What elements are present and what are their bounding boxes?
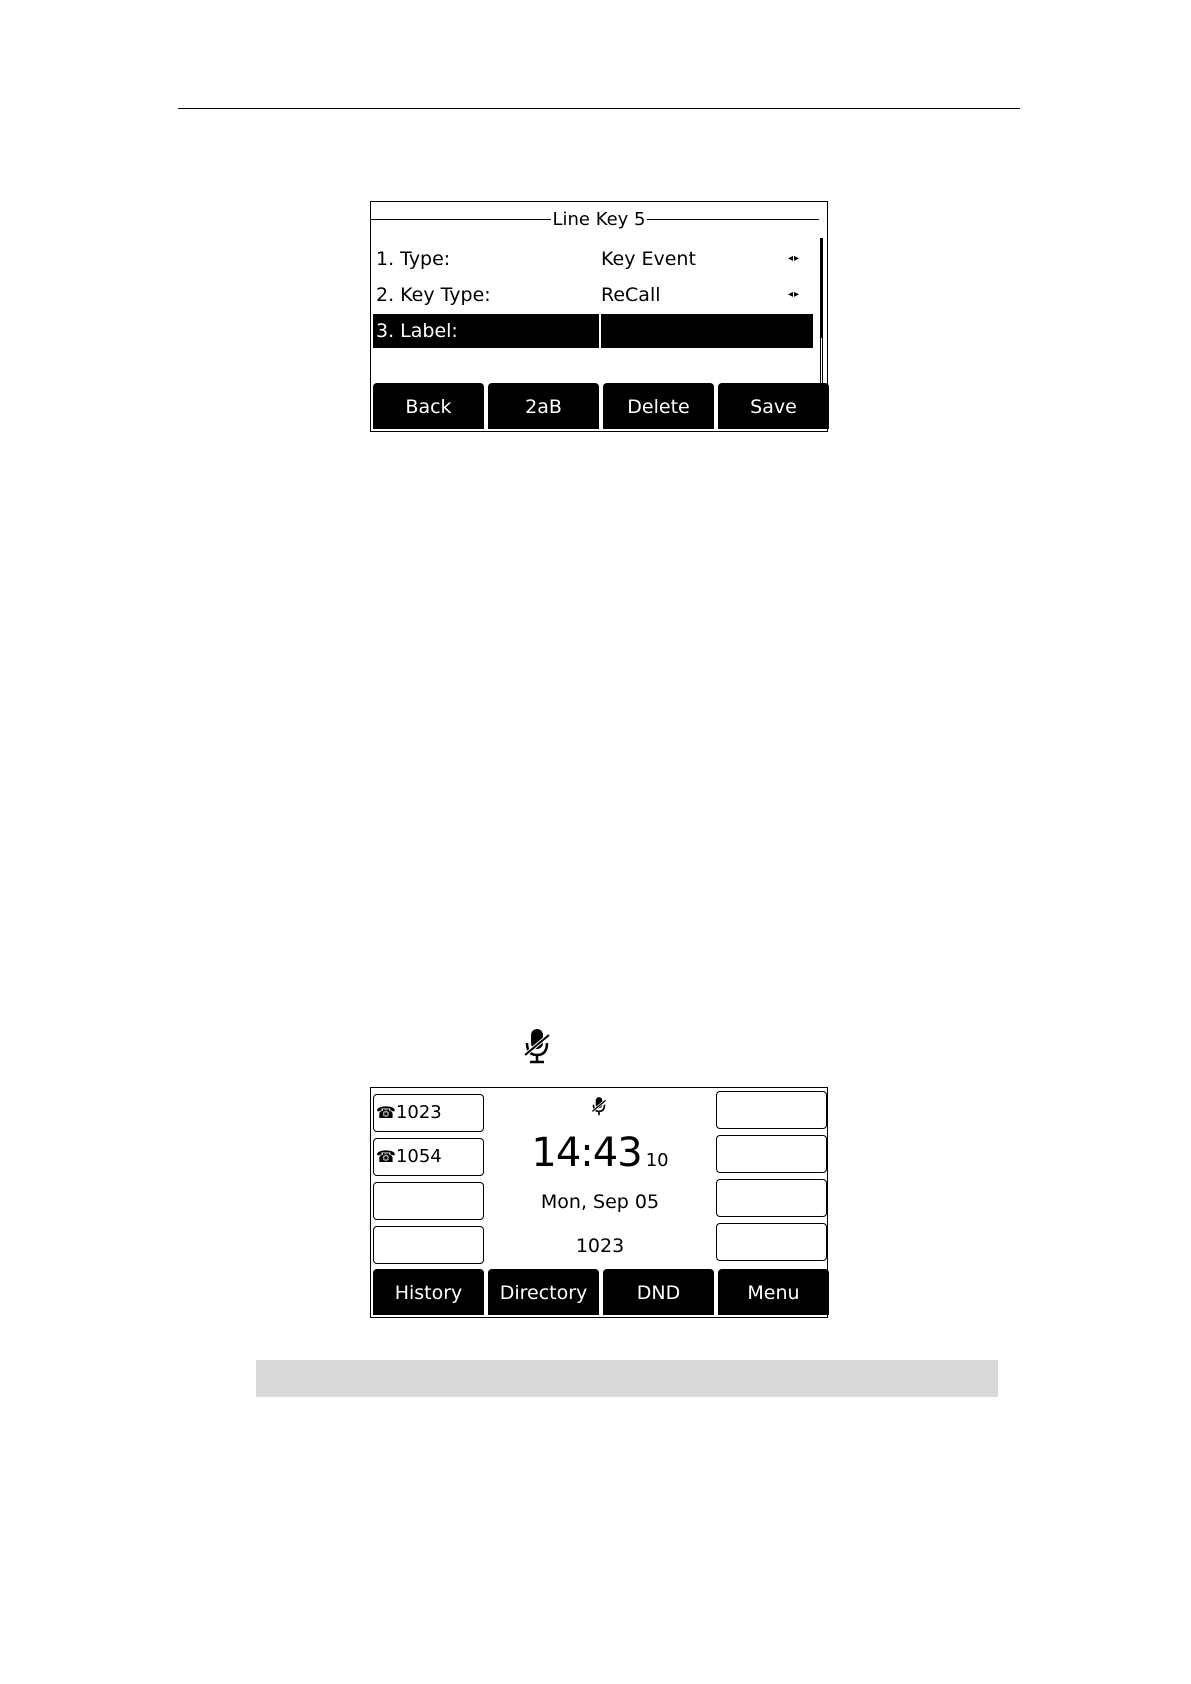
mute-microphone-icon	[589, 1096, 609, 1118]
setting-value: Key Event	[601, 248, 696, 270]
setting-row-key-type[interactable]	[373, 278, 813, 312]
delete-softkey[interactable]: Delete	[603, 383, 714, 429]
setting-row-type[interactable]	[373, 242, 813, 276]
header-rule	[178, 108, 1020, 109]
extension-display: 1023	[575, 1235, 625, 1257]
menu-softkey[interactable]: Menu	[718, 1269, 829, 1315]
clock	[489, 1130, 711, 1180]
line-key-4[interactable]	[373, 1226, 484, 1264]
idle-screen	[370, 1087, 828, 1318]
setting-label: 3. Label:	[376, 320, 458, 342]
line-key-10[interactable]	[716, 1223, 827, 1261]
mute-microphone-icon	[522, 1027, 552, 1067]
input-mode-softkey[interactable]: 2aB	[488, 383, 599, 429]
scrollbar-thumb[interactable]	[821, 238, 822, 338]
line-key-2[interactable]	[373, 1138, 484, 1176]
history-softkey[interactable]: History	[373, 1269, 484, 1315]
directory-softkey[interactable]: Directory	[488, 1269, 599, 1315]
screen-title-row	[371, 209, 827, 231]
scrollbar[interactable]	[820, 238, 823, 383]
clock-time: 14:43	[531, 1130, 642, 1176]
phone-icon: ☎	[376, 1103, 396, 1122]
line-key-9[interactable]	[716, 1179, 827, 1217]
line-key-3[interactable]	[373, 1182, 484, 1220]
mute-status	[371, 1096, 827, 1122]
setting-value: ReCall	[601, 284, 661, 306]
save-softkey[interactable]: Save	[718, 383, 829, 429]
setting-label: 2. Key Type:	[376, 284, 491, 306]
setting-row-label[interactable]	[373, 314, 813, 348]
setting-label: 1. Type:	[376, 248, 451, 270]
line-key-settings-screen	[370, 201, 828, 432]
screen-title: Line Key 5	[552, 209, 646, 230]
arrow-left-right-icon[interactable]: ◂▸	[788, 289, 801, 300]
phone-icon: ☎	[376, 1147, 396, 1166]
clock-seconds: 10	[645, 1150, 669, 1171]
date-display: Mon, Sep 05	[540, 1191, 660, 1213]
line-key-number: 1023	[395, 1102, 442, 1123]
back-softkey[interactable]: Back	[373, 383, 484, 429]
softkey-bar	[371, 383, 827, 431]
arrow-left-right-icon[interactable]: ◂▸	[788, 253, 801, 264]
dnd-softkey[interactable]: DND	[603, 1269, 714, 1315]
note-band	[256, 1360, 998, 1397]
line-key-number: 1054	[395, 1146, 442, 1167]
softkey-bar	[371, 1269, 827, 1317]
line-key-8[interactable]	[716, 1135, 827, 1173]
